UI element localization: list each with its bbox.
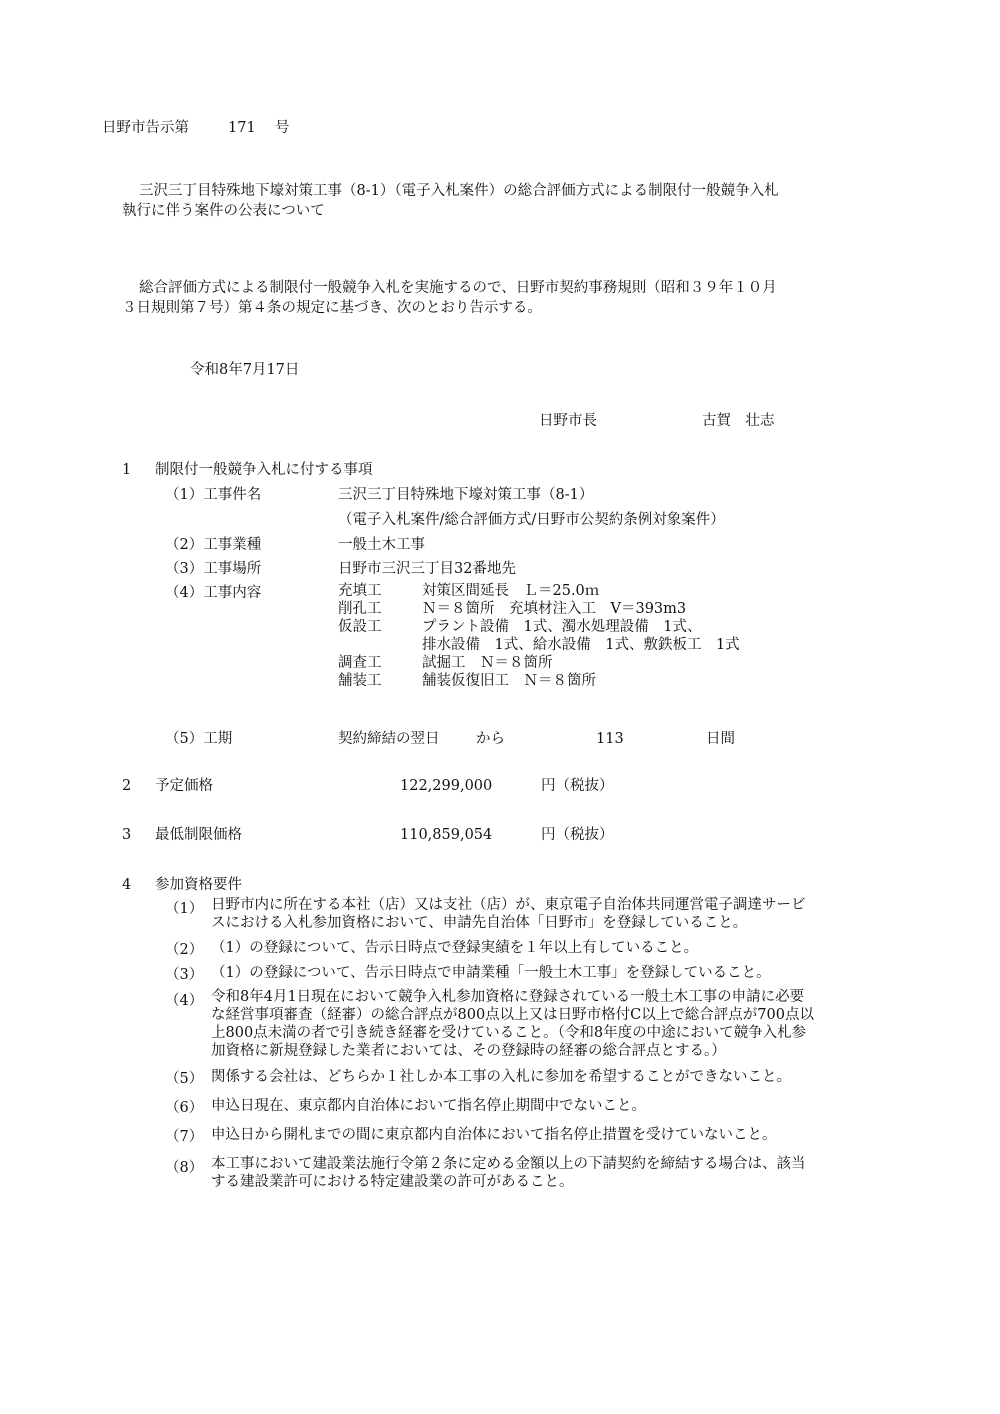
section1-number: 1 — [122, 462, 132, 478]
planned-price: 122,299,000 — [400, 778, 493, 794]
work-type-drilling: 削孔工 — [338, 601, 382, 617]
preamble-line-1: 総合評価方式による制限付一般競争入札を実施するので、日野市契約事務規則（昭和３９年１０月 — [139, 280, 777, 296]
section2-heading: 予定価格 — [155, 778, 213, 794]
req-text-5: 関係する会社は、どちらか１社しか本工事の入札に参加を希望することができないこと。 — [211, 1069, 791, 1085]
req-text-4-line-2: な経営事項審査（経審）の総合評点が800点以上又は日野市格付C以上で総合評点が700点以 — [211, 1007, 814, 1023]
item-value-work-location: 日野市三沢三丁目32番地先 — [338, 561, 516, 577]
req-label-5: （5） — [165, 1071, 204, 1087]
item-value-work-name-note: （電子入札案件/総合評価方式/日野市公契約条例対象案件） — [338, 512, 725, 528]
section2-number: 2 — [122, 778, 132, 794]
notice-date: 令和8年7月17日 — [190, 362, 300, 378]
period-start: 契約締結の翌日 — [338, 731, 440, 747]
work-detail-drilling: Ｎ＝８箇所 充填材注入工 V＝393m3 — [422, 601, 687, 617]
work-type-filling: 充填工 — [338, 583, 382, 599]
req-text-3: （1）の登録について、告示日時点で申請業種「一般土木工事」を登録していること。 — [211, 965, 771, 981]
notice-prefix: 日野市告示第 — [102, 120, 189, 136]
minimum-price: 110,859,054 — [400, 827, 493, 843]
work-detail-temporary: プラント設備 1式、濁水処理設備 1式、 — [422, 619, 702, 635]
req-text-8-line-1: 本工事において建設業法施行令第２条に定める金額以上の下請契約を締結する場合は、該当 — [211, 1156, 806, 1172]
work-type-temporary: 仮設工 — [338, 619, 382, 635]
item-label-work-location: （3）工事場所 — [165, 561, 262, 577]
item-value-work-name: 三沢三丁目特殊地下壕対策工事（8-1） — [338, 487, 594, 503]
work-type-paving: 舗装工 — [338, 673, 382, 689]
req-label-7: （7） — [165, 1129, 204, 1145]
work-detail-filling: 対策区間延長 Ｌ＝25.0ｍ — [422, 583, 600, 599]
work-type-survey: 調査工 — [338, 655, 382, 671]
item-label-work-name: （1）工事件名 — [165, 487, 262, 503]
subject-line-1: 三沢三丁目特殊地下壕対策工事（8-1）（電子入札案件）の総合評価方式による制限付一般競争入札 — [139, 183, 779, 199]
item-value-work-type: 一般土木工事 — [338, 537, 425, 553]
req-label-4: （4） — [165, 993, 204, 1009]
req-text-7: 申込日から開札までの間に東京都内自治体において指名停止措置を受けていないこと。 — [211, 1127, 777, 1143]
period-days: 113 — [596, 731, 624, 747]
preamble-line-2: ３日規則第７号）第４条の規定に基づき、次のとおり告示する。 — [122, 300, 542, 316]
subject-line-2: 執行に伴う案件の公表について — [122, 203, 325, 219]
signatory-title: 日野市長 — [539, 413, 597, 429]
req-text-4-line-4: 加資格に新規登録した業者においては、その登録時の経審の総合評点とする。） — [211, 1043, 726, 1059]
work-detail-temporary-cont: 排水設備 1式、給水設備 1式、敷鉄板工 1式 — [422, 637, 740, 653]
req-text-1-line-2: スにおける入札参加資格において、申請先自治体「日野市」を登録していること。 — [211, 915, 748, 931]
req-label-8: （8） — [165, 1160, 204, 1176]
section3-number: 3 — [122, 827, 132, 843]
section3-heading: 最低制限価格 — [155, 827, 242, 843]
req-text-6: 申込日現在、東京都内自治体において指名停止期間中でないこと。 — [211, 1098, 646, 1114]
notice-suffix: 号 — [275, 120, 290, 136]
work-detail-survey: 試掘工 Ｎ＝８箇所 — [422, 655, 553, 671]
req-label-2: （2） — [165, 942, 204, 958]
req-text-8-line-2: する建設業許可における特定建設業の許可があること。 — [211, 1174, 574, 1190]
item-label-work-content: （4）工事内容 — [165, 585, 262, 601]
minimum-price-unit: 円（税抜） — [541, 827, 614, 843]
work-detail-paving: 舗装仮復旧工 Ｎ＝８箇所 — [422, 673, 596, 689]
planned-price-unit: 円（税抜） — [541, 778, 614, 794]
req-label-3: （3） — [165, 967, 204, 983]
req-text-4-line-1: 令和8年4月1日現在において競争入札参加資格に登録されている一般土木工事の申請に必要 — [211, 989, 805, 1005]
item-label-work-type: （2）工事業種 — [165, 537, 262, 553]
notice-number: 171 — [228, 120, 256, 136]
period-from: から — [476, 731, 505, 747]
req-label-6: （6） — [165, 1100, 204, 1116]
req-label-1: （1） — [165, 901, 204, 917]
req-text-1-line-1: 日野市内に所在する本社（店）又は支社（店）が、東京電子自治体共同運営電子調達サービ — [211, 897, 806, 913]
req-text-2: （1）の登録について、告示日時点で登録実績を１年以上有していること。 — [211, 940, 699, 956]
item-label-period: （5）工期 — [165, 731, 233, 747]
req-text-4-line-3: 上800点未満の者で引き続き経審を受けていること。（令和8年度の中途において競争入札参 — [211, 1025, 807, 1041]
section4-number: 4 — [122, 877, 132, 893]
signatory-name: 古賀 壮志 — [702, 413, 775, 429]
period-unit: 日間 — [706, 731, 735, 747]
section4-heading: 参加資格要件 — [155, 877, 242, 893]
section1-heading: 制限付一般競争入札に付する事項 — [155, 462, 373, 478]
